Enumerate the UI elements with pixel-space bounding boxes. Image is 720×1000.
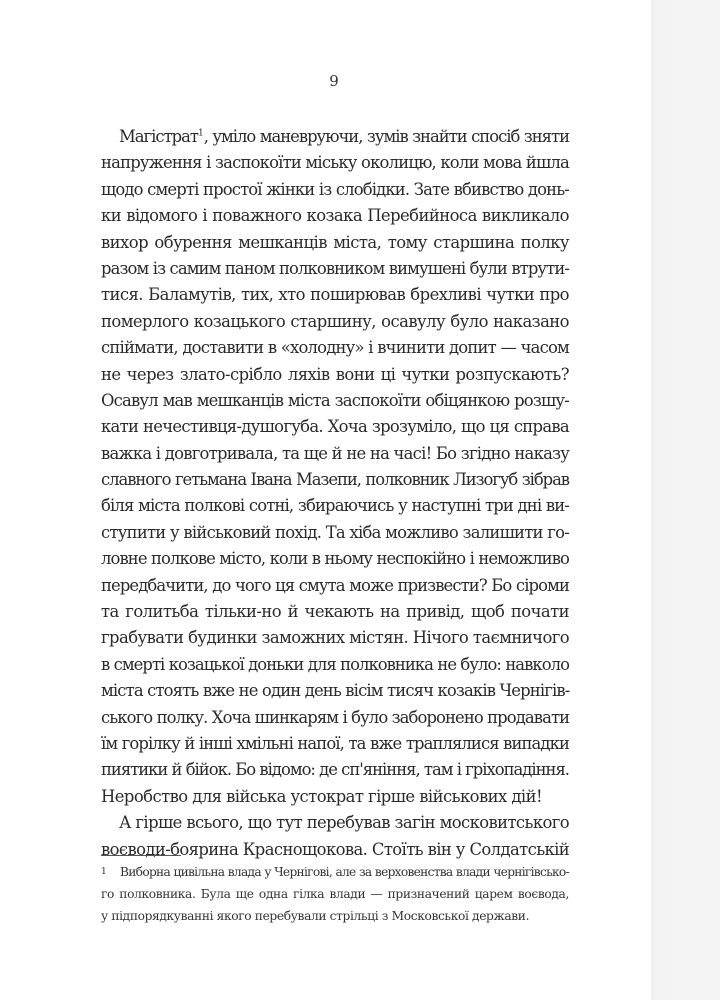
footnote-text [101, 862, 569, 927]
text-line: Осавул мав мешканців міста заспокоїти обіцянкою розшу- [101, 390, 569, 410]
text-line: славного гетьмана Івана Мазепи, полковник Лизогуб зібрав [101, 470, 569, 490]
text-line: пиятики й бійок. Бо відомо: де сп'яніння, там і гріхопадіння. [101, 760, 570, 780]
text-line: грабувати будинки заможних містян. Нічого таємничого [101, 628, 570, 648]
text-line: ки відомого і поважного козака Перебийноса викликало [101, 206, 569, 226]
text-line: ступити у військовий похід. Та хіба можливо залишити го- [101, 522, 569, 542]
text-line: кати нечестивця-душогуба. Хоча зрозуміло, що ця справа [101, 417, 569, 437]
text-line: ського полку. Хоча шинкарям і було заборонено продавати [101, 707, 570, 727]
text-line: не через злато-срібло ляхів вони ці чутки розпускають? [101, 364, 569, 384]
body-text [101, 124, 569, 863]
text-line-rest: , уміло маневруючи, зумів знайти спосіб зняти [203, 127, 569, 146]
text-line: щодо смерті простої жінки із слобідки. Зате вбивство донь- [101, 179, 569, 199]
footnote-mark: 1 [101, 867, 107, 877]
footnote-line: у підпорядкуванні якого перебували стрільці з Московської держави. [101, 908, 530, 923]
text-line: спіймати, доставити в «холодну» і вчинити допит — часом [101, 338, 569, 358]
footnote-line: Виборна цивільна влада у Чернігові, але за верховенства влади чернігівсько- [120, 865, 569, 879]
text-line: тися. Баламутів, тих, хто поширював брехливі чутки про [101, 285, 569, 305]
text-line: напруження і заспокоїти міську околицю, коли мова йшла [101, 153, 569, 173]
text-line: воєводи-боярина Краснощокова. Стоїть він у Солдатській [101, 839, 570, 859]
text-line: та голитьба тільки-но й чекають на привід, щоб почати [101, 602, 569, 622]
text-line: міста стоять вже не один день вісім тисяч козаків Чернігів- [101, 681, 570, 701]
text-line: разом із самим паном полковником вимушені були втрути- [101, 258, 569, 278]
footnote-divider [101, 855, 181, 856]
footnote-reference[interactable]: 1 [197, 128, 204, 139]
text-line [101, 124, 569, 150]
page-edge-shadow [651, 0, 720, 1000]
text-line: померлого козацького старшину, осавулу було наказано [101, 311, 569, 331]
text-line: ловне полкове місто, коли в ньому неспокійно і неможливо [101, 549, 569, 569]
text-line: їм горілку й інші хмільні напої, та вже траплялися випадки [101, 733, 569, 753]
text-line: важка і довготривала, та ще й не на часі! Бо згідно наказу [101, 443, 570, 463]
text-line-start: Магістрат [119, 127, 198, 146]
page-number: 9 [329, 72, 339, 90]
text-line: А гірше всього, що тут перебував загін московитського [119, 813, 569, 833]
text-line: передбачити, до чого ця смута може призвести? Бо сіроми [101, 575, 569, 595]
text-line: Неробство для війська устократ гірше військових дій! [101, 786, 543, 806]
text-line: біля міста полкові сотні, збираючись у наступні три дні ви- [101, 496, 569, 516]
footnote-line: го полковника. Була ще одна гілка влади — призначений царем воєвода, [101, 886, 569, 901]
text-line: в смерті козацької доньки для полковника не було: навколо [101, 654, 569, 674]
text-line: вихор обурення мешканців міста, тому старшина полку [101, 232, 569, 252]
